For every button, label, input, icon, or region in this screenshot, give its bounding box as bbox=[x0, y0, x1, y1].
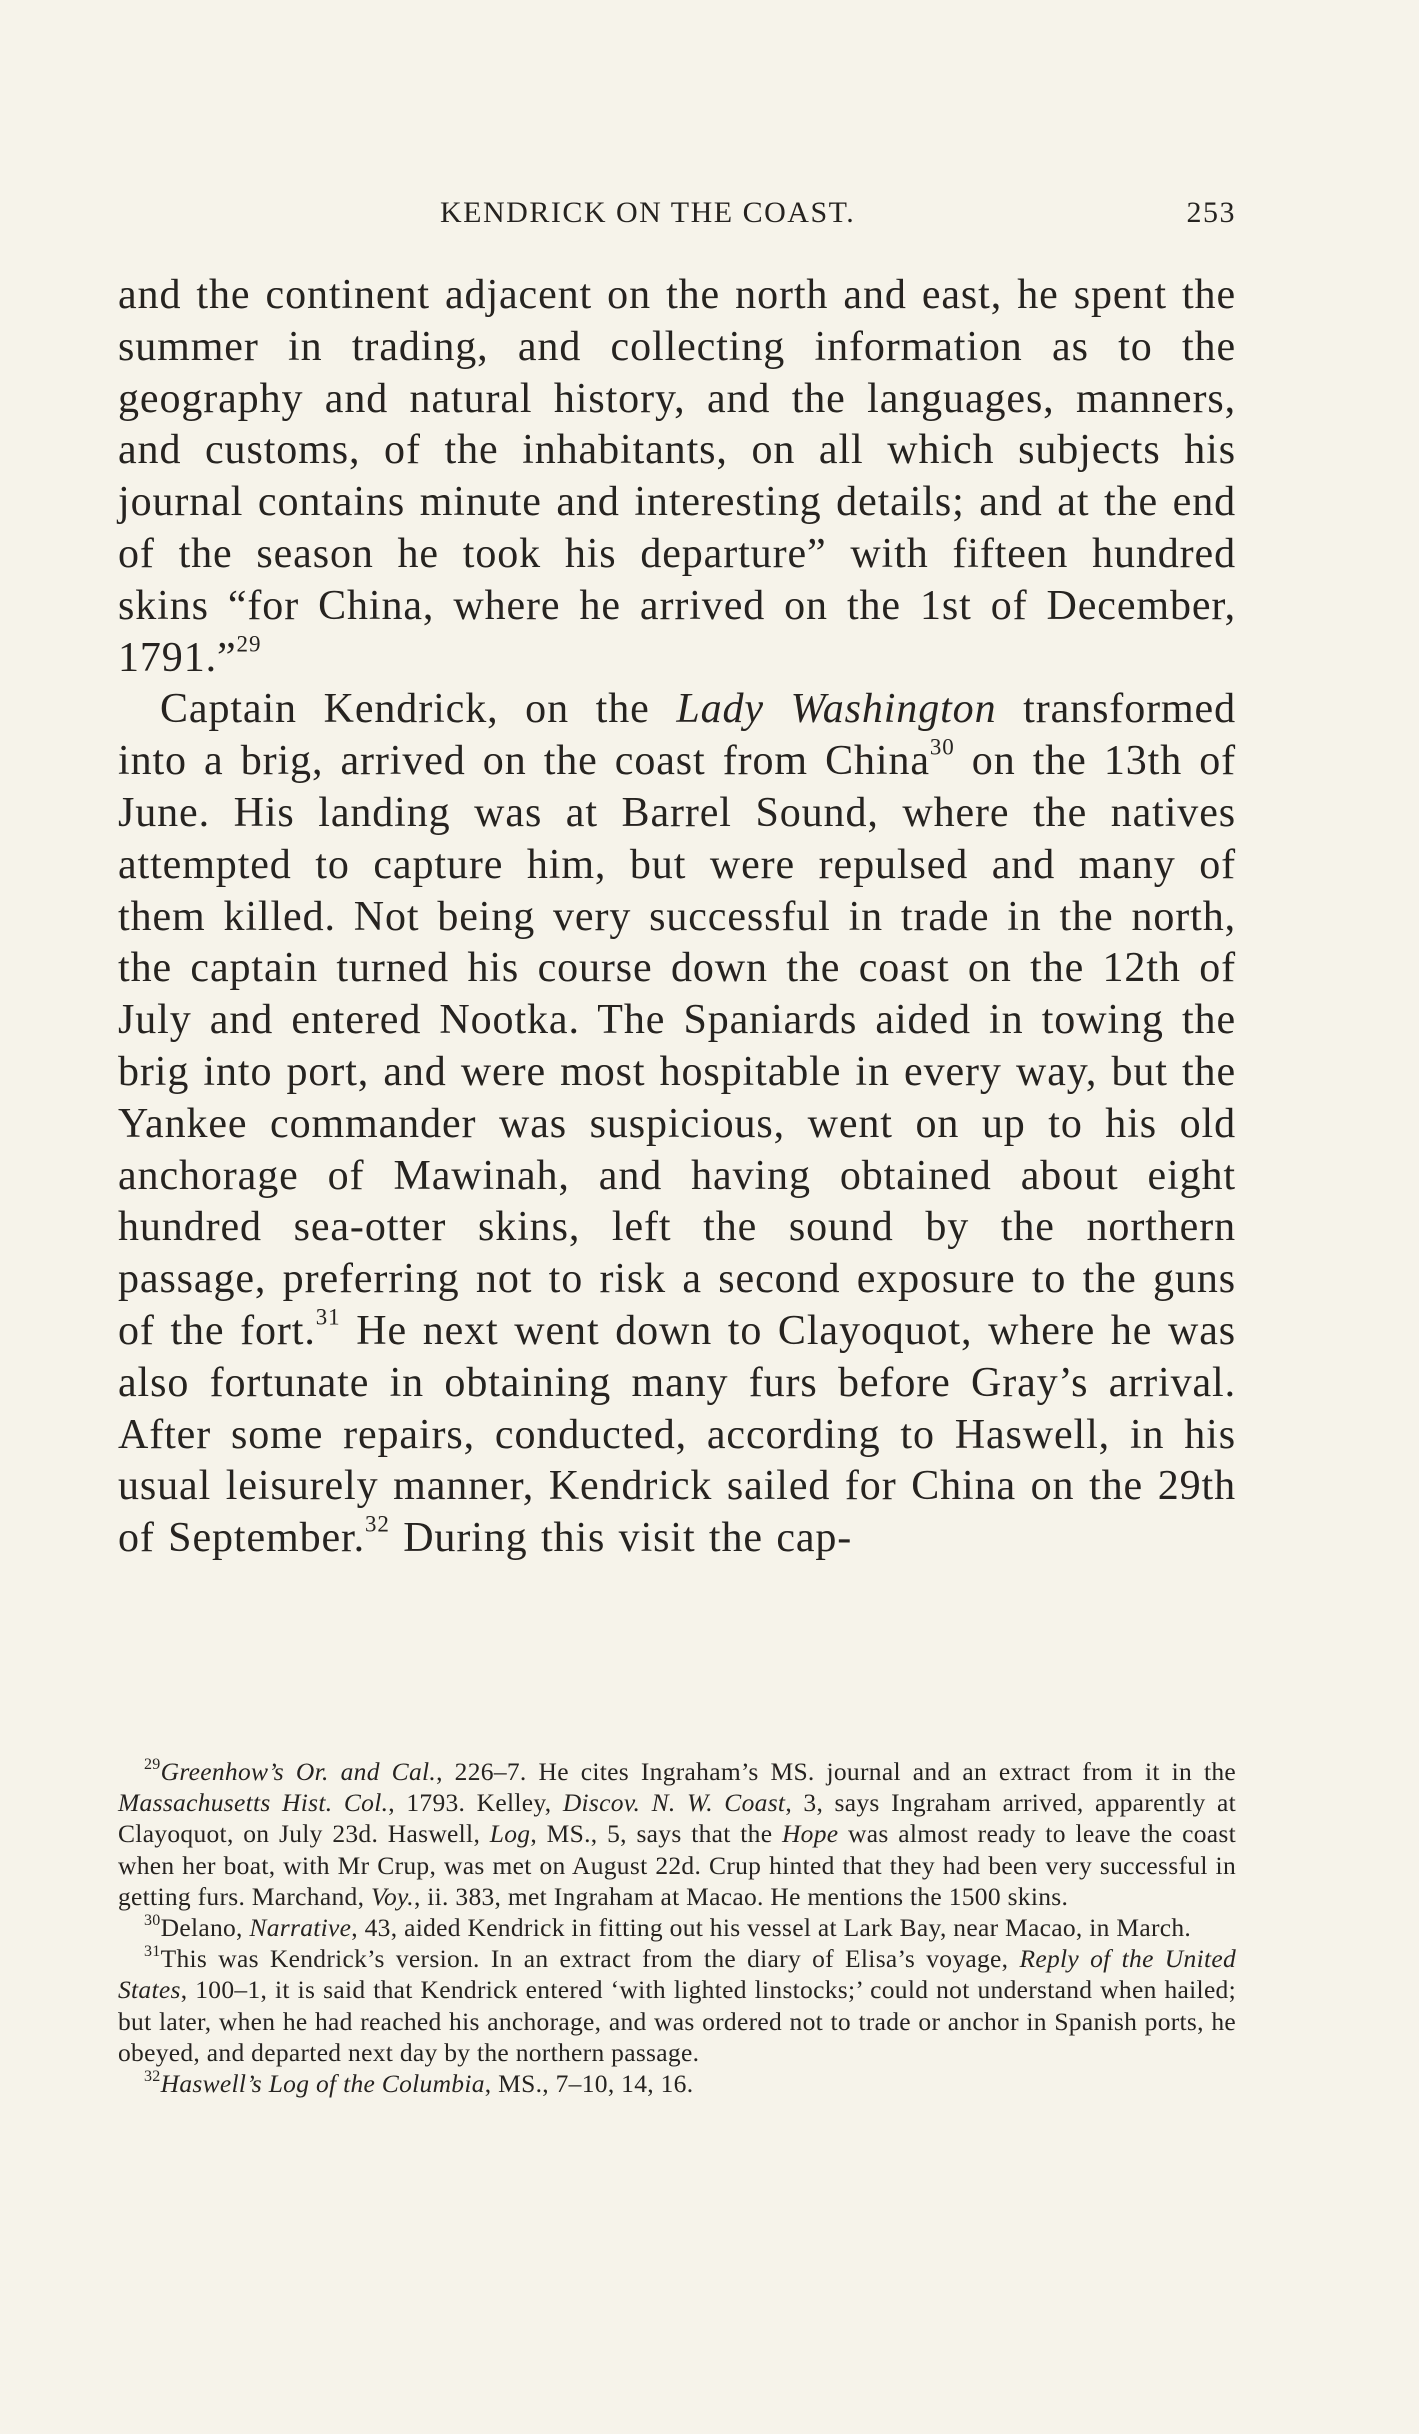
citation-title: Massachusetts Hist. Col. bbox=[118, 1788, 389, 1818]
citation-title: Narrative bbox=[249, 1913, 352, 1943]
footnote-text: Delano, bbox=[160, 1913, 250, 1943]
footnote-ref-32[interactable]: 32 bbox=[364, 1511, 390, 1537]
body-text bbox=[118, 270, 1236, 1565]
paragraph-kendrick bbox=[118, 684, 1236, 1565]
footnote-text: , 100–1, it is said that Kendrick entered ‘with lighted linstocks;’ could not understand when hailed; but later, when he had reached his anchorage, and was ordered not to trade or anchor in Spanish ports, he obeyed, and departed next day by the northern passage. bbox=[118, 1975, 1236, 2067]
footnote-number: 31 bbox=[144, 1943, 161, 1961]
citation-title: Discov. N. W. Coast bbox=[562, 1788, 786, 1818]
page-number: 253 bbox=[1186, 196, 1236, 229]
paragraph-continued bbox=[118, 270, 1236, 684]
footnote-30 bbox=[118, 1912, 1236, 1943]
citation-title: Voy. bbox=[370, 1881, 414, 1911]
footnote-text: , 3, says Ingraham arrived, apparently at Clayoquot, on July 23d. Haswell, bbox=[118, 1788, 1236, 1849]
citation-title: Haswell’s Log of the Columbia bbox=[160, 2069, 485, 2099]
footnotes bbox=[118, 1756, 1236, 2099]
footnote-number: 29 bbox=[144, 1755, 161, 1773]
footnote-31 bbox=[118, 1943, 1236, 2068]
footnote-number: 32 bbox=[144, 2067, 161, 2085]
paragraph-text: on the 13th of June. His landing was at Barrel Sound, where the natives attempted to capture him, but were repulsed and many of them killed. Not being very successful in trade in the north, the captain turned his course down the coast on the 12th of July and entered Nootka. The Spaniards aided in towing the brig into port, and were most hospitable in every way, but the Yankee commander was suspicious, went on up to his old anchorage of Mawinah, and having obtained about eight hundred sea-otter skins, left the sound by the northern passage, preferring not to risk a second exposure to the guns of the fort. bbox=[118, 738, 1236, 1354]
footnote-ref-31[interactable]: 31 bbox=[315, 1304, 341, 1330]
running-title: KENDRICK ON THE COAST. bbox=[440, 196, 856, 229]
paragraph-text: and the continent adjacent on the north and east, he spent the summer in trading, and collecting information as to the geography and natural history, and the languages, manners, and customs, of the inhabitants, on all which subjects his journal contains minute and interesting details; and at the end of the season he took his departure” with fifteen hundred skins “for China, where he arrived on the 1st of December, 1791.” bbox=[118, 272, 1236, 681]
footnote-29 bbox=[118, 1756, 1236, 1912]
footnote-text: , ii. 383, met Ingraham at Macao. He mentions the 1500 skins. bbox=[413, 1881, 1069, 1911]
paragraph-text: transformed into a brig, arrived on the coast from China bbox=[118, 686, 1236, 785]
footnote-32 bbox=[118, 2068, 1236, 2099]
footnote-text: , MS., 7–10, 14, 16. bbox=[484, 2069, 694, 2099]
footnote-text: was almost ready to leave the coast when her boat, with Mr Crup, was met on August 22d. Crup hinted that they had been very successful in getting furs. Marchand, bbox=[118, 1819, 1236, 1911]
footnote-ref-29[interactable]: 29 bbox=[236, 631, 262, 657]
citation-title: Log bbox=[489, 1819, 531, 1849]
footnote-text: , 43, aided Kendrick in fitting out his vessel at Lark Bay, near Macao, in March. bbox=[351, 1913, 1192, 1943]
footnote-text: , MS., 5, says that the bbox=[530, 1819, 782, 1849]
footnote-ref-30[interactable]: 30 bbox=[929, 734, 955, 760]
paragraph-text: Captain Kendrick, on the bbox=[160, 686, 677, 733]
citation-title: Greenhow’s Or. and Cal. bbox=[160, 1757, 437, 1786]
ship-name: Lady Washington bbox=[676, 686, 997, 733]
footnote-text: , 1793. Kelley, bbox=[388, 1788, 563, 1818]
footnote-text: This was Kendrick’s version. In an extract from the diary of Elisa’s voyage, bbox=[160, 1944, 1020, 1974]
paragraph-text: He next went down to Clayoquot, where he was also fortunate in obtaining many furs before Gray’s arrival. After some repairs, conducted, according to Haswell, in his usual leisurely manner, Kendrick sailed for China on the 29th of September. bbox=[118, 1307, 1236, 1562]
footnote-number: 30 bbox=[144, 1911, 161, 1929]
citation-title: Reply of the United States bbox=[118, 1944, 1237, 2005]
footnote-text: , 226–7. He cites Ingraham’s MS. journal and an extract from it in the bbox=[436, 1757, 1236, 1786]
citation-title: Hope bbox=[781, 1819, 839, 1849]
running-head bbox=[118, 196, 1236, 236]
paragraph-text: During this visit the cap- bbox=[389, 1515, 853, 1562]
